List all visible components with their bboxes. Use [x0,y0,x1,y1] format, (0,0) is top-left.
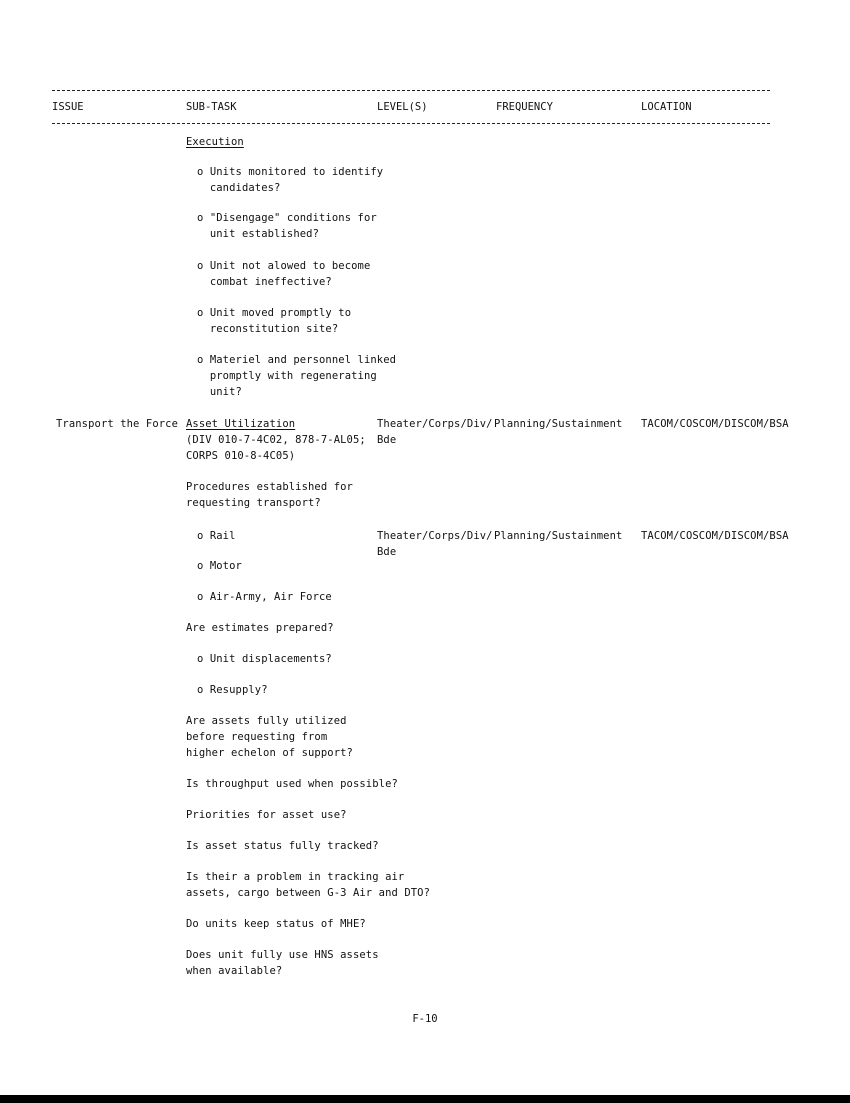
scan-bottom-border [0,1095,850,1103]
execution-heading: Execution [186,136,244,148]
asset-utilization-heading: Asset Utilization [186,418,296,430]
issue-transport-the-force: Transport the Force [56,418,179,430]
header-top-rule [52,90,770,91]
procedures-line-1: Procedures established for [186,481,353,493]
execution-bullet-1-line-1: o Units monitored to identify [197,166,384,178]
motor-bullet: o Motor [197,560,242,572]
col-header-levels: LEVEL(S) [377,101,428,113]
rail-bullet: o Rail [197,530,236,542]
execution-bullet-3-line-2: combat ineffective? [197,276,332,288]
unit-displacements-bullet: o Unit displacements? [197,653,332,665]
hns-line-1: Does unit fully use HNS assets [186,949,379,961]
tracking-line-2: assets, cargo between G-3 Air and DTO? [186,887,431,899]
assets-utilized-line-1: Are assets fully utilized [186,715,347,727]
execution-bullet-1-line-2: candidates? [197,182,281,194]
col-header-frequency: FREQUENCY [496,101,553,113]
page-number: F-10 [412,1013,438,1025]
execution-bullet-4-line-1: o Unit moved promptly to [197,307,352,319]
hns-line-2: when available? [186,965,283,977]
asset-utilization-refs-line-2: CORPS 010-8-4C05) [186,450,296,462]
resupply-bullet: o Resupply? [197,684,268,696]
asset-utilization-location: TACOM/COSCOM/DISCOM/BSA [641,418,789,430]
execution-bullet-4-line-2: reconstitution site? [197,323,339,335]
header-bottom-rule [52,123,770,124]
tracking-line-1: Is their a problem in tracking air [186,871,405,883]
throughput-question: Is throughput used when possible? [186,778,398,790]
execution-bullet-2-line-2: unit established? [197,228,320,240]
procedures-line-2: requesting transport? [186,497,321,509]
col-header-location: LOCATION [641,101,692,113]
col-header-issue: ISSUE [52,101,84,113]
asset-status-question: Is asset status fully tracked? [186,840,379,852]
execution-bullet-5-line-2: promptly with regenerating [197,370,377,382]
priorities-question: Priorities for asset use? [186,809,347,821]
rail-level-line-2: Bde [377,546,397,558]
col-header-subtask: SUB-TASK [186,101,237,113]
execution-bullet-5-line-1: o Materiel and personnel linked [197,354,397,366]
mhe-status-question: Do units keep status of MHE? [186,918,366,930]
asset-utilization-refs-line-1: (DIV 010-7-4C02, 878-7-AL05; [186,434,366,446]
asset-utilization-level-line-1: Theater/Corps/Div/ [377,418,493,430]
rail-frequency: Planning/Sustainment [494,530,623,542]
execution-bullet-5-line-3: unit? [197,386,242,398]
estimates-question: Are estimates prepared? [186,622,334,634]
assets-utilized-line-3: higher echelon of support? [186,747,353,759]
rail-level-line-1: Theater/Corps/Div/ [377,530,493,542]
execution-bullet-3-line-1: o Unit not alowed to become [197,260,371,272]
asset-utilization-level-line-2: Bde [377,434,397,446]
assets-utilized-line-2: before requesting from [186,731,328,743]
air-bullet: o Air-Army, Air Force [197,591,332,603]
asset-utilization-frequency: Planning/Sustainment [494,418,623,430]
rail-location: TACOM/COSCOM/DISCOM/BSA [641,530,789,542]
execution-bullet-2-line-1: o "Disengage" conditions for [197,212,377,224]
